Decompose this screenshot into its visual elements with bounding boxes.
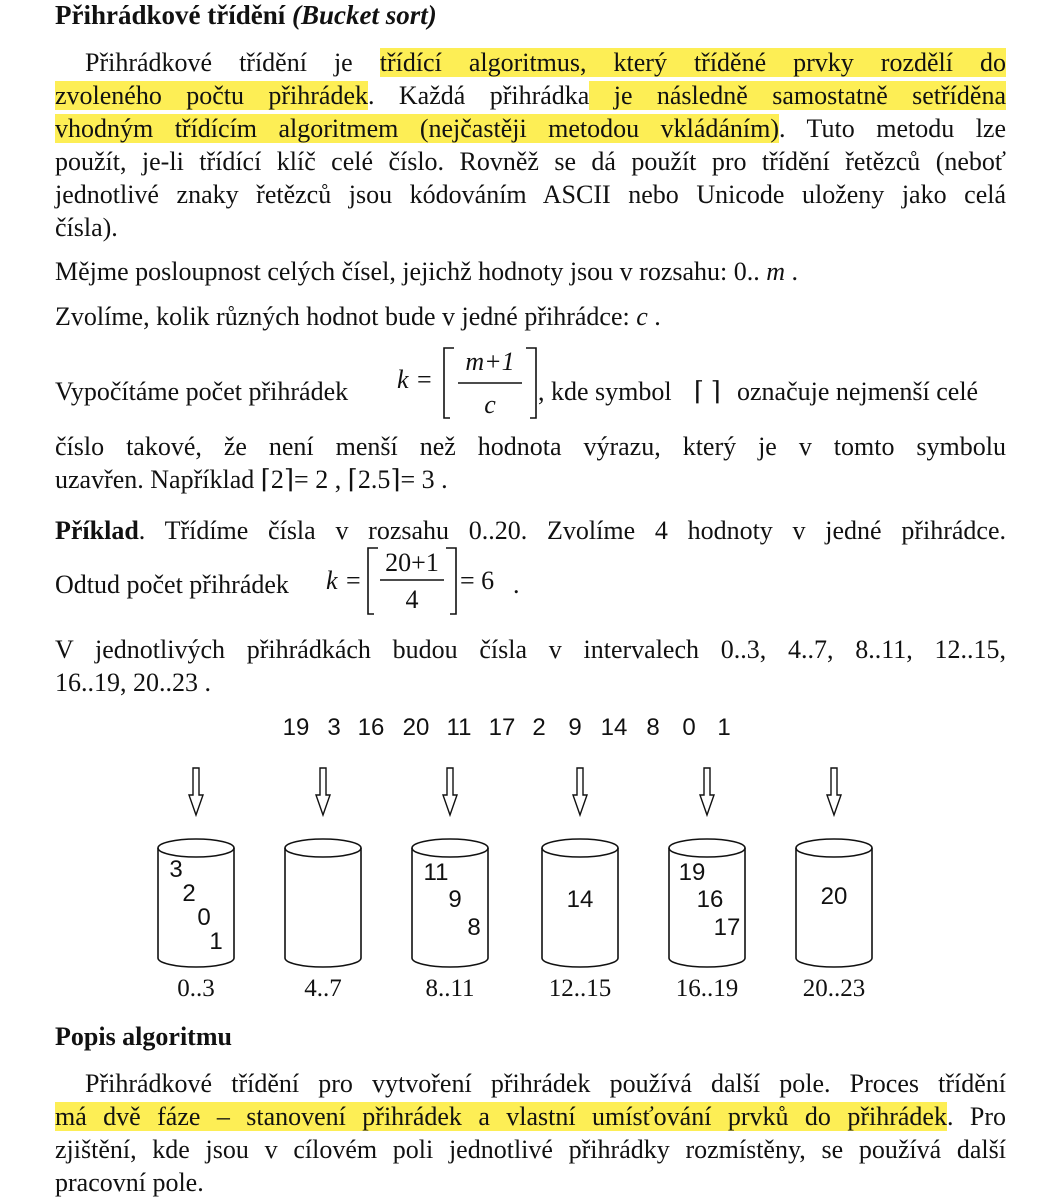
ceil-symbol: ⌈ ⌉ [694,377,721,406]
bucket-label: 20..23 [802,975,866,1002]
bucket-cylinder [285,839,361,967]
intervals-line1: V jednotlivých přihrádkách budou čísla v intervalech 0..3, 4..7, 8..11, 12..15, [55,635,1006,664]
bucket-label: 0..3 [177,975,215,1002]
example-eq: = [346,566,361,595]
para1-line3: vhodným třídícím algoritmem (nejčastěji metodou vkládáním). Tuto metodu lze [55,114,1007,143]
para4-line2: číslo takové, že není menší než hodnota výrazu, který je v tomto symbolu [55,432,1006,461]
down-arrow-icon [827,768,841,815]
para4-line3: uzavřen. Například ⌈2⌉= 2 , ⌈2.5⌉= 3 . [55,465,448,494]
para5-line1: Přihrádkové třídění pro vytvoření přihrádek používá další pole. Proces třídění [85,1069,1006,1098]
sequence-number: 0 [682,714,696,741]
sequence-number: 11 [446,714,472,741]
para4-post: , kde symbol [538,377,672,406]
highlight: třídící algoritmus, který tříděné prvky rozdělí do [379,48,1006,77]
para5-line3: zjištění, kde jsou v cílovém poli jednotlivé přihrádky rozmístěny, se používá další [55,1135,1006,1164]
sequence-number: 14 [600,714,628,741]
bucket-item: 20 [820,883,848,910]
example-line1: Příklad. Třídíme čísla v rozsahu 0..20. Zvolíme 4 hodnoty v jedné přihrádce. [55,516,1006,545]
bucket-item: 19 [678,859,706,886]
sequence-number: 1 [717,714,731,741]
sequence-number: 20 [402,714,430,741]
formula-eq: = [417,365,432,394]
para4-post2: označuje nejmenší celé [737,377,979,406]
highlight: zvoleného počtu přihrádek [55,81,369,110]
title-sub: (Bucket sort) [292,0,437,30]
formula-k: k [397,365,409,394]
para4-pre: Vypočítáme počet přihrádek [55,377,349,406]
sequence-number: 3 [327,714,341,741]
para3: Zvolíme, kolik různých hodnot bude v jedné přihrádce: c . [55,302,661,331]
para1-line4: použít, je-li třídící klíč celé číslo. Rovněž se dá použít pro třídění řetězců (neboť [55,147,1006,176]
sequence-number: 9 [568,714,582,741]
para1-line6: čísla). [55,213,118,242]
sequence-number: 16 [357,714,385,741]
sequence-number: 8 [646,714,660,741]
bucket-item: 8 [467,914,481,941]
bucket-item: 16 [696,886,724,913]
bucket-item: 14 [566,886,594,913]
bucket-label: 4..7 [304,975,342,1002]
example-line2-pre: Odtud počet přihrádek [55,570,289,599]
highlight: vhodným třídícím algoritmem (nejčastěji metodou vkládáním) [55,114,780,143]
bucket-item: 0 [197,904,211,931]
example-k: k [326,566,338,595]
section-heading: Popis algoritmu [55,1022,232,1051]
bucket-item: 3 [169,856,183,883]
var-m: m [766,257,786,286]
bucket-item: 2 [182,880,196,907]
para1-line5: jednotlivé znaky řetězců jsou kódováním ASCII nebo Unicode uloženy jako celá [55,180,1006,209]
formula-numerator: m+1 [465,347,515,376]
bucket-item: 11 [423,859,449,886]
bucket-item: 1 [209,928,223,955]
down-arrow-icon [316,768,330,815]
bucket-item: 17 [713,914,741,941]
sequence-number: 17 [488,714,516,741]
down-arrow-icon [573,768,587,815]
para1-line2: zvoleného počtu přihrádek. Každá přihrádka je následně samostatně setříděna [55,81,1006,110]
sequence-number: 2 [532,714,546,741]
var-c: c [636,302,648,331]
intervals-line2: 16..19, 20..23 . [55,668,211,697]
sequence-number: 19 [282,714,310,741]
example-ceil-2-5: ⌈2.5⌉= 3 [347,465,435,494]
down-arrow-icon [700,768,714,815]
formula-denominator: c [484,390,496,419]
bucket-label: 16..19 [675,975,739,1002]
example-numerator: 20+1 [385,548,439,577]
example-end: . [513,570,520,599]
para1-line1: Přihrádkové třídění je třídící algoritmus, který tříděné prvky rozdělí do [85,48,1006,77]
bucket-item: 9 [448,886,462,913]
highlight: je následně samostatně setříděna [589,81,1006,110]
example-result: = 6 [460,566,495,595]
down-arrow-icon [443,768,457,815]
para2: Mějme posloupnost celých čísel, jejichž hodnoty jsou v rozsahu: 0.. m . [55,257,799,286]
example-denominator: 4 [405,585,419,614]
highlight: má dvě fáze – stanovení přihrádek a vlastní umísťování prvků do přihrádek [55,1102,947,1131]
example-bold: Příklad [55,516,139,545]
title-main: Přihrádkové třídění [55,0,286,30]
example-ceil-2: ⌈2⌉= 2 , [260,465,342,494]
bucket-label: 8..11 [425,975,475,1002]
para5-line4: pracovní pole. [55,1168,204,1197]
bucket-label: 12..15 [548,975,612,1002]
para5-line2: má dvě fáze – stanovení přihrádek a vlastní umísťování prvků do přihrádek. Pro [55,1102,1006,1131]
down-arrow-icon [189,768,203,815]
